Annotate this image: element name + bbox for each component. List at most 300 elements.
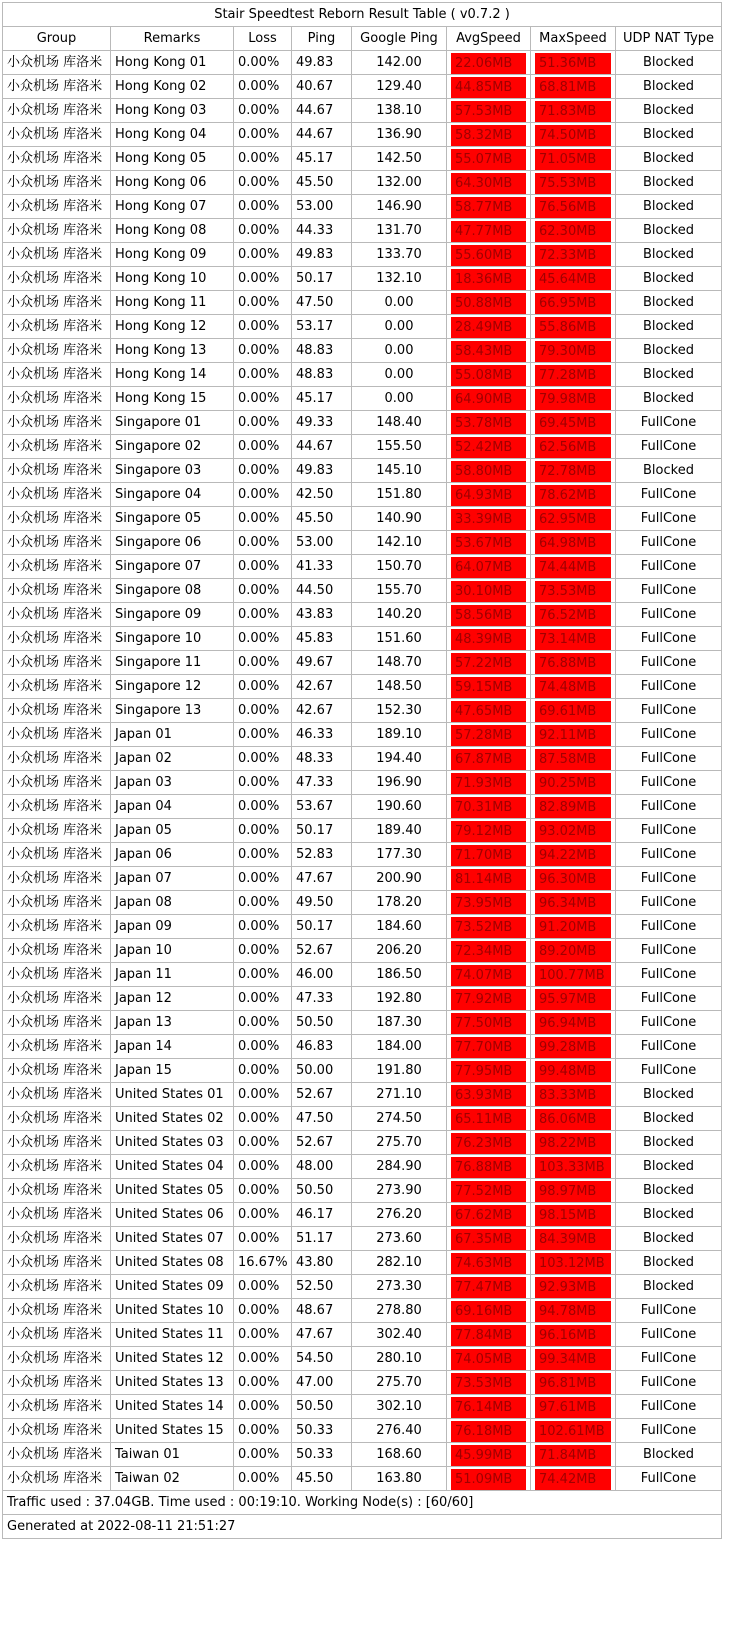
cell-loss: 0.00%: [234, 75, 292, 99]
max-speed-value: 74.50MB: [535, 125, 611, 146]
cell-avg-speed: [447, 267, 531, 291]
cell-udp-nat-type: FullCone: [616, 579, 722, 603]
cell-google-ping: 0.00: [352, 387, 447, 411]
cell-avg-speed: [447, 675, 531, 699]
table-row: [3, 1059, 722, 1083]
avg-speed-value: 71.93MB: [451, 773, 526, 794]
cell-remarks: United States 03: [111, 1131, 234, 1155]
cell-udp-nat-type: FullCone: [616, 675, 722, 699]
cell-group: 小众机场 库洛米: [3, 363, 111, 387]
max-speed-value: 96.34MB: [535, 893, 611, 914]
cell-loss: 0.00%: [234, 867, 292, 891]
cell-avg-speed: [447, 339, 531, 363]
cell-loss: 0.00%: [234, 51, 292, 75]
cell-avg-speed: [447, 123, 531, 147]
cell-loss: 0.00%: [234, 459, 292, 483]
cell-ping: 53.67: [292, 795, 352, 819]
avg-speed-value: 50.88MB: [451, 293, 526, 314]
avg-speed-value: 67.35MB: [451, 1229, 526, 1250]
cell-udp-nat-type: FullCone: [616, 1299, 722, 1323]
cell-max-speed: [531, 1443, 616, 1467]
avg-speed-value: 33.39MB: [451, 509, 526, 530]
avg-speed-value: 55.07MB: [451, 149, 526, 170]
cell-google-ping: 132.00: [352, 171, 447, 195]
avg-speed-value: 58.56MB: [451, 605, 526, 626]
cell-max-speed: [531, 1011, 616, 1035]
cell-google-ping: 187.30: [352, 1011, 447, 1035]
cell-avg-speed: [447, 147, 531, 171]
cell-udp-nat-type: FullCone: [616, 1395, 722, 1419]
cell-group: 小众机场 库洛米: [3, 1203, 111, 1227]
cell-avg-speed: [447, 243, 531, 267]
col-header-udp-nat-type: UDP NAT Type: [616, 27, 722, 51]
cell-remarks: Japan 01: [111, 723, 234, 747]
avg-speed-value: 64.90MB: [451, 389, 526, 410]
cell-max-speed: [531, 291, 616, 315]
cell-ping: 47.33: [292, 771, 352, 795]
cell-udp-nat-type: FullCone: [616, 891, 722, 915]
cell-udp-nat-type: FullCone: [616, 1419, 722, 1443]
max-speed-value: 82.89MB: [535, 797, 611, 818]
cell-max-speed: [531, 51, 616, 75]
cell-remarks: Hong Kong 11: [111, 291, 234, 315]
cell-loss: 0.00%: [234, 651, 292, 675]
cell-google-ping: 302.10: [352, 1395, 447, 1419]
cell-udp-nat-type: Blocked: [616, 1083, 722, 1107]
cell-ping: 53.00: [292, 531, 352, 555]
cell-google-ping: 284.90: [352, 1155, 447, 1179]
cell-group: 小众机场 库洛米: [3, 579, 111, 603]
cell-loss: 0.00%: [234, 1011, 292, 1035]
cell-max-speed: [531, 723, 616, 747]
cell-group: 小众机场 库洛米: [3, 795, 111, 819]
cell-udp-nat-type: FullCone: [616, 1323, 722, 1347]
table-row: [3, 1179, 722, 1203]
cell-group: 小众机场 库洛米: [3, 1395, 111, 1419]
cell-avg-speed: [447, 195, 531, 219]
cell-google-ping: 275.70: [352, 1131, 447, 1155]
cell-remarks: Singapore 03: [111, 459, 234, 483]
cell-udp-nat-type: FullCone: [616, 1035, 722, 1059]
avg-speed-value: 76.18MB: [451, 1421, 526, 1442]
cell-google-ping: 186.50: [352, 963, 447, 987]
cell-loss: 0.00%: [234, 1443, 292, 1467]
avg-speed-value: 81.14MB: [451, 869, 526, 890]
table-row: [3, 1251, 722, 1275]
cell-max-speed: [531, 1251, 616, 1275]
cell-loss: 0.00%: [234, 963, 292, 987]
table-row: [3, 411, 722, 435]
cell-remarks: Hong Kong 09: [111, 243, 234, 267]
cell-remarks: Hong Kong 04: [111, 123, 234, 147]
cell-max-speed: [531, 915, 616, 939]
table-row: [3, 459, 722, 483]
cell-loss: 0.00%: [234, 315, 292, 339]
cell-google-ping: 142.50: [352, 147, 447, 171]
cell-avg-speed: [447, 939, 531, 963]
cell-remarks: United States 04: [111, 1155, 234, 1179]
cell-avg-speed: [447, 1059, 531, 1083]
cell-group: 小众机场 库洛米: [3, 699, 111, 723]
table-row: [3, 1371, 722, 1395]
cell-avg-speed: [447, 627, 531, 651]
cell-remarks: Hong Kong 07: [111, 195, 234, 219]
avg-speed-value: 55.60MB: [451, 245, 526, 266]
cell-group: 小众机场 库洛米: [3, 1347, 111, 1371]
cell-ping: 50.50: [292, 1011, 352, 1035]
cell-ping: 49.83: [292, 51, 352, 75]
cell-ping: 51.17: [292, 1227, 352, 1251]
max-speed-value: 69.61MB: [535, 701, 611, 722]
cell-google-ping: 129.40: [352, 75, 447, 99]
cell-ping: 45.17: [292, 387, 352, 411]
avg-speed-value: 72.34MB: [451, 941, 526, 962]
cell-ping: 50.33: [292, 1443, 352, 1467]
cell-remarks: United States 06: [111, 1203, 234, 1227]
cell-group: 小众机场 库洛米: [3, 435, 111, 459]
cell-remarks: Japan 15: [111, 1059, 234, 1083]
max-speed-value: 99.28MB: [535, 1037, 611, 1058]
cell-group: 小众机场 库洛米: [3, 867, 111, 891]
cell-loss: 0.00%: [234, 1059, 292, 1083]
table-row: [3, 99, 722, 123]
cell-avg-speed: [447, 891, 531, 915]
cell-max-speed: [531, 459, 616, 483]
avg-speed-value: 77.52MB: [451, 1181, 526, 1202]
cell-udp-nat-type: FullCone: [616, 723, 722, 747]
max-speed-value: 97.61MB: [535, 1397, 611, 1418]
max-speed-value: 73.53MB: [535, 581, 611, 602]
max-speed-value: 73.14MB: [535, 629, 611, 650]
table-row: [3, 387, 722, 411]
cell-google-ping: 189.40: [352, 819, 447, 843]
table-row: [3, 1467, 722, 1491]
cell-avg-speed: [447, 747, 531, 771]
cell-udp-nat-type: Blocked: [616, 243, 722, 267]
cell-loss: 0.00%: [234, 363, 292, 387]
cell-avg-speed: [447, 75, 531, 99]
cell-group: 小众机场 库洛米: [3, 243, 111, 267]
cell-max-speed: [531, 387, 616, 411]
table-row: [3, 291, 722, 315]
cell-avg-speed: [447, 1083, 531, 1107]
cell-avg-speed: [447, 411, 531, 435]
cell-ping: 47.50: [292, 1107, 352, 1131]
avg-speed-value: 59.15MB: [451, 677, 526, 698]
table-row: [3, 483, 722, 507]
cell-ping: 47.33: [292, 987, 352, 1011]
table-row: [3, 795, 722, 819]
cell-loss: 0.00%: [234, 627, 292, 651]
cell-remarks: Singapore 07: [111, 555, 234, 579]
cell-group: 小众机场 库洛米: [3, 387, 111, 411]
avg-speed-value: 65.11MB: [451, 1109, 526, 1130]
cell-loss: 0.00%: [234, 1467, 292, 1491]
max-speed-value: 51.36MB: [535, 53, 611, 74]
cell-remarks: Singapore 05: [111, 507, 234, 531]
cell-loss: 0.00%: [234, 1155, 292, 1179]
cell-group: 小众机场 库洛米: [3, 1443, 111, 1467]
max-speed-value: 74.48MB: [535, 677, 611, 698]
cell-google-ping: 178.20: [352, 891, 447, 915]
cell-udp-nat-type: Blocked: [616, 219, 722, 243]
cell-udp-nat-type: FullCone: [616, 747, 722, 771]
table-row: [3, 171, 722, 195]
cell-ping: 42.67: [292, 699, 352, 723]
max-speed-value: 96.30MB: [535, 869, 611, 890]
cell-max-speed: [531, 1083, 616, 1107]
cell-google-ping: 0.00: [352, 315, 447, 339]
cell-group: 小众机场 库洛米: [3, 627, 111, 651]
cell-ping: 52.67: [292, 1083, 352, 1107]
avg-speed-value: 77.95MB: [451, 1061, 526, 1082]
cell-group: 小众机场 库洛米: [3, 507, 111, 531]
cell-max-speed: [531, 747, 616, 771]
col-header-remarks: Remarks: [111, 27, 234, 51]
cell-google-ping: 136.90: [352, 123, 447, 147]
cell-ping: 47.67: [292, 867, 352, 891]
cell-google-ping: 276.40: [352, 1419, 447, 1443]
cell-max-speed: [531, 1371, 616, 1395]
cell-avg-speed: [447, 1347, 531, 1371]
cell-avg-speed: [447, 579, 531, 603]
max-speed-value: 74.42MB: [535, 1469, 611, 1490]
cell-google-ping: 184.00: [352, 1035, 447, 1059]
cell-group: 小众机场 库洛米: [3, 219, 111, 243]
table-row: [3, 531, 722, 555]
cell-group: 小众机场 库洛米: [3, 963, 111, 987]
cell-ping: 50.33: [292, 1419, 352, 1443]
table-row: [3, 915, 722, 939]
cell-remarks: United States 12: [111, 1347, 234, 1371]
cell-google-ping: 146.90: [352, 195, 447, 219]
col-header-max-speed: MaxSpeed: [531, 27, 616, 51]
avg-speed-value: 71.70MB: [451, 845, 526, 866]
table-row: [3, 243, 722, 267]
cell-max-speed: [531, 1179, 616, 1203]
max-speed-value: 75.53MB: [535, 173, 611, 194]
cell-group: 小众机场 库洛米: [3, 291, 111, 315]
cell-max-speed: [531, 771, 616, 795]
max-speed-value: 95.97MB: [535, 989, 611, 1010]
cell-avg-speed: [447, 1227, 531, 1251]
cell-loss: 0.00%: [234, 267, 292, 291]
cell-loss: 0.00%: [234, 1419, 292, 1443]
max-speed-value: 93.02MB: [535, 821, 611, 842]
cell-loss: 0.00%: [234, 1131, 292, 1155]
table-row: [3, 219, 722, 243]
cell-ping: 52.67: [292, 939, 352, 963]
cell-ping: 50.17: [292, 267, 352, 291]
avg-speed-value: 73.52MB: [451, 917, 526, 938]
cell-ping: 46.17: [292, 1203, 352, 1227]
cell-loss: 0.00%: [234, 1275, 292, 1299]
cell-google-ping: 189.10: [352, 723, 447, 747]
cell-google-ping: 206.20: [352, 939, 447, 963]
header-row: [3, 27, 722, 51]
cell-udp-nat-type: Blocked: [616, 1251, 722, 1275]
cell-avg-speed: [447, 1467, 531, 1491]
cell-avg-speed: [447, 1131, 531, 1155]
cell-ping: 41.33: [292, 555, 352, 579]
max-speed-value: 76.56MB: [535, 197, 611, 218]
max-speed-value: 96.16MB: [535, 1325, 611, 1346]
cell-loss: 0.00%: [234, 1323, 292, 1347]
cell-max-speed: [531, 555, 616, 579]
cell-max-speed: [531, 1395, 616, 1419]
cell-group: 小众机场 库洛米: [3, 1179, 111, 1203]
cell-loss: 0.00%: [234, 1203, 292, 1227]
cell-group: 小众机场 库洛米: [3, 723, 111, 747]
cell-loss: 0.00%: [234, 555, 292, 579]
table-row: [3, 1347, 722, 1371]
cell-ping: 40.67: [292, 75, 352, 99]
table-row: [3, 1275, 722, 1299]
cell-udp-nat-type: Blocked: [616, 459, 722, 483]
table-row: [3, 771, 722, 795]
cell-udp-nat-type: FullCone: [616, 1059, 722, 1083]
avg-speed-value: 77.70MB: [451, 1037, 526, 1058]
cell-google-ping: 150.70: [352, 555, 447, 579]
cell-loss: 0.00%: [234, 243, 292, 267]
cell-google-ping: 0.00: [352, 363, 447, 387]
cell-ping: 53.00: [292, 195, 352, 219]
cell-loss: 0.00%: [234, 483, 292, 507]
cell-ping: 47.00: [292, 1371, 352, 1395]
table-row: [3, 651, 722, 675]
cell-loss: 0.00%: [234, 1179, 292, 1203]
cell-udp-nat-type: Blocked: [616, 51, 722, 75]
cell-loss: 0.00%: [234, 1395, 292, 1419]
cell-udp-nat-type: FullCone: [616, 699, 722, 723]
max-speed-value: 55.86MB: [535, 317, 611, 338]
max-speed-value: 87.58MB: [535, 749, 611, 770]
cell-loss: 0.00%: [234, 603, 292, 627]
cell-remarks: United States 13: [111, 1371, 234, 1395]
cell-group: 小众机场 库洛米: [3, 123, 111, 147]
cell-udp-nat-type: Blocked: [616, 195, 722, 219]
cell-max-speed: [531, 435, 616, 459]
cell-remarks: Japan 04: [111, 795, 234, 819]
max-speed-value: 89.20MB: [535, 941, 611, 962]
cell-remarks: Hong Kong 15: [111, 387, 234, 411]
cell-group: 小众机场 库洛米: [3, 891, 111, 915]
avg-speed-value: 45.99MB: [451, 1445, 526, 1466]
cell-google-ping: 273.60: [352, 1227, 447, 1251]
cell-ping: 49.50: [292, 891, 352, 915]
cell-loss: 0.00%: [234, 1107, 292, 1131]
cell-remarks: Singapore 11: [111, 651, 234, 675]
avg-speed-value: 55.08MB: [451, 365, 526, 386]
cell-udp-nat-type: FullCone: [616, 1347, 722, 1371]
cell-udp-nat-type: FullCone: [616, 555, 722, 579]
avg-speed-value: 67.62MB: [451, 1205, 526, 1226]
cell-max-speed: [531, 1035, 616, 1059]
cell-max-speed: [531, 627, 616, 651]
cell-avg-speed: [447, 555, 531, 579]
cell-udp-nat-type: Blocked: [616, 1131, 722, 1155]
cell-udp-nat-type: FullCone: [616, 411, 722, 435]
cell-group: 小众机场 库洛米: [3, 1323, 111, 1347]
cell-loss: 0.00%: [234, 843, 292, 867]
max-speed-value: 62.95MB: [535, 509, 611, 530]
cell-remarks: Japan 06: [111, 843, 234, 867]
cell-ping: 49.67: [292, 651, 352, 675]
cell-udp-nat-type: FullCone: [616, 987, 722, 1011]
cell-remarks: Singapore 04: [111, 483, 234, 507]
cell-loss: 0.00%: [234, 891, 292, 915]
avg-speed-value: 64.07MB: [451, 557, 526, 578]
max-speed-value: 71.05MB: [535, 149, 611, 170]
cell-avg-speed: [447, 651, 531, 675]
cell-udp-nat-type: Blocked: [616, 267, 722, 291]
cell-group: 小众机场 库洛米: [3, 75, 111, 99]
avg-speed-value: 57.53MB: [451, 101, 526, 122]
table-row: [3, 627, 722, 651]
cell-max-speed: [531, 603, 616, 627]
cell-remarks: Hong Kong 14: [111, 363, 234, 387]
table-row: [3, 75, 722, 99]
cell-udp-nat-type: FullCone: [616, 915, 722, 939]
cell-avg-speed: [447, 507, 531, 531]
cell-avg-speed: [447, 459, 531, 483]
max-speed-value: 68.81MB: [535, 77, 611, 98]
avg-speed-value: 64.93MB: [451, 485, 526, 506]
cell-group: 小众机场 库洛米: [3, 1059, 111, 1083]
cell-google-ping: 133.70: [352, 243, 447, 267]
cell-udp-nat-type: Blocked: [616, 1203, 722, 1227]
cell-max-speed: [531, 483, 616, 507]
cell-udp-nat-type: FullCone: [616, 651, 722, 675]
cell-avg-speed: [447, 1299, 531, 1323]
cell-remarks: Taiwan 02: [111, 1467, 234, 1491]
max-speed-value: 90.25MB: [535, 773, 611, 794]
max-speed-value: 98.15MB: [535, 1205, 611, 1226]
table-row: [3, 675, 722, 699]
cell-loss: 0.00%: [234, 579, 292, 603]
cell-google-ping: 196.90: [352, 771, 447, 795]
cell-loss: 0.00%: [234, 1299, 292, 1323]
cell-ping: 46.33: [292, 723, 352, 747]
cell-loss: 0.00%: [234, 147, 292, 171]
cell-google-ping: 140.90: [352, 507, 447, 531]
cell-google-ping: 274.50: [352, 1107, 447, 1131]
cell-group: 小众机场 库洛米: [3, 1011, 111, 1035]
cell-group: 小众机场 库洛米: [3, 555, 111, 579]
cell-google-ping: 148.50: [352, 675, 447, 699]
cell-remarks: United States 10: [111, 1299, 234, 1323]
avg-speed-value: 57.28MB: [451, 725, 526, 746]
cell-max-speed: [531, 123, 616, 147]
table-row: [3, 1083, 722, 1107]
cell-loss: 0.00%: [234, 1083, 292, 1107]
avg-speed-value: 73.95MB: [451, 893, 526, 914]
avg-speed-value: 77.47MB: [451, 1277, 526, 1298]
cell-group: 小众机场 库洛米: [3, 747, 111, 771]
avg-speed-value: 52.42MB: [451, 437, 526, 458]
avg-speed-value: 76.88MB: [451, 1157, 526, 1178]
avg-speed-value: 76.23MB: [451, 1133, 526, 1154]
cell-max-speed: [531, 219, 616, 243]
cell-loss: 0.00%: [234, 939, 292, 963]
avg-speed-value: 47.65MB: [451, 701, 526, 722]
table-row: [3, 1035, 722, 1059]
cell-loss: 0.00%: [234, 1035, 292, 1059]
cell-max-speed: [531, 843, 616, 867]
title-row: [3, 3, 722, 27]
cell-udp-nat-type: FullCone: [616, 1011, 722, 1035]
avg-speed-value: 51.09MB: [451, 1469, 526, 1490]
